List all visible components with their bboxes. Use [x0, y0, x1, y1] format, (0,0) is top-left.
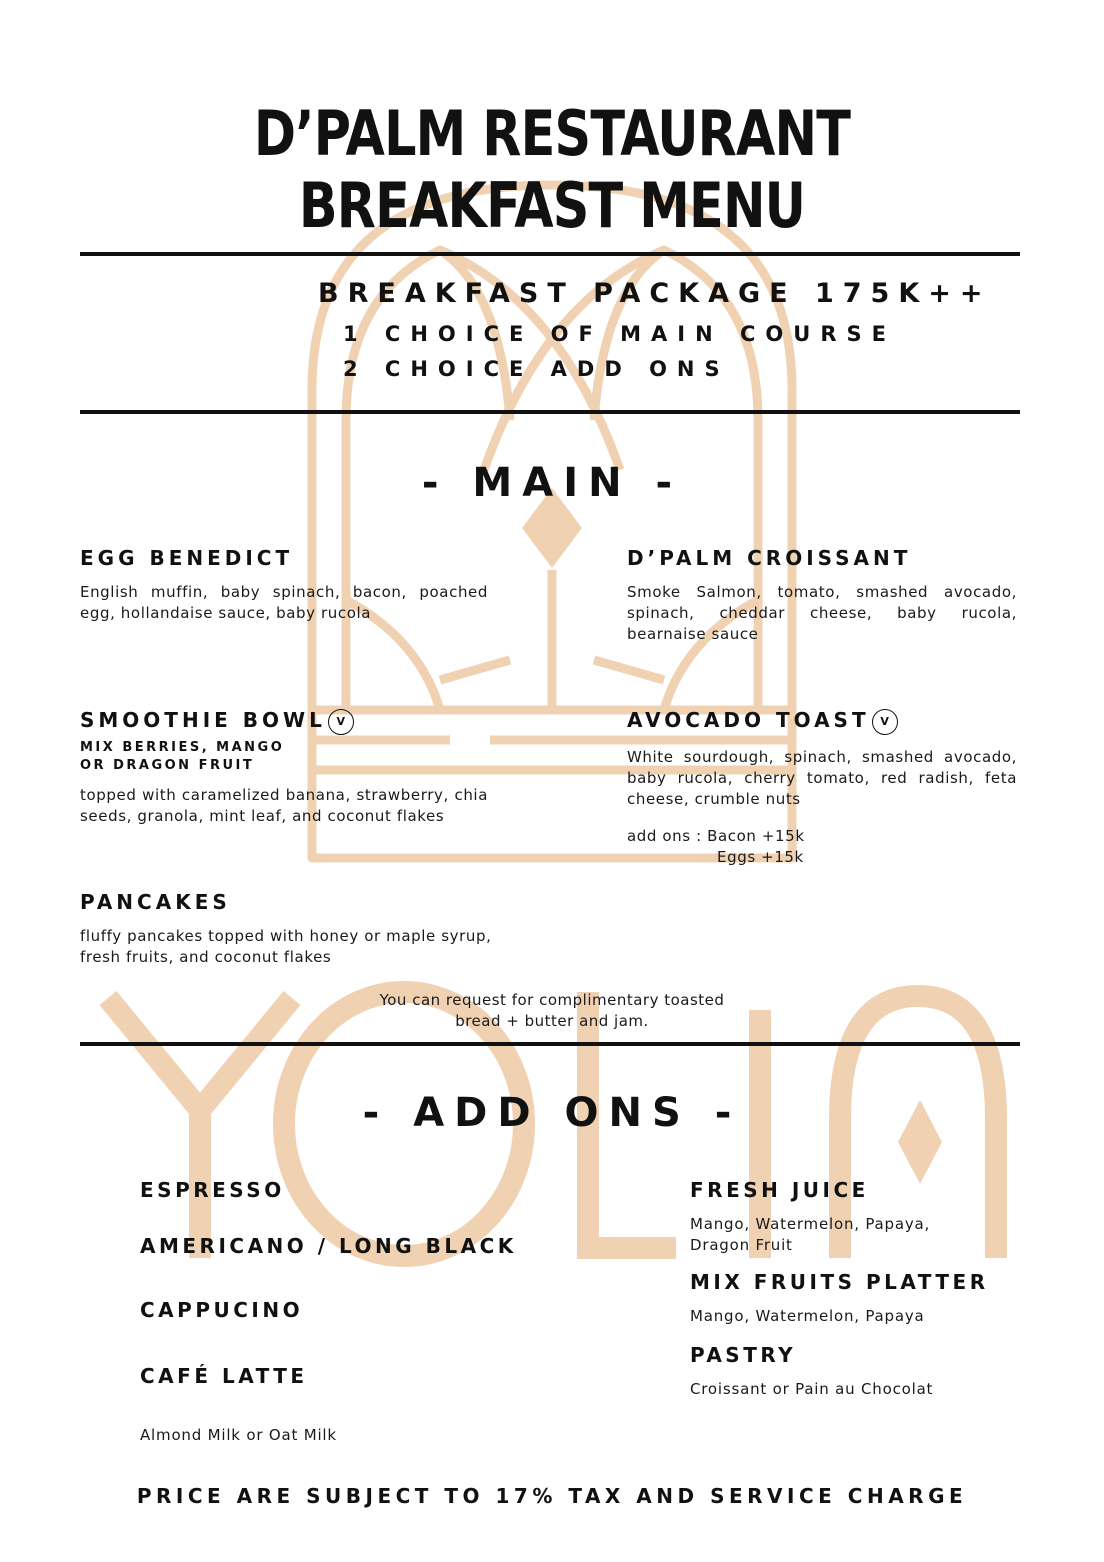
main-section-heading: - MAIN - — [421, 460, 683, 506]
menu-item-pancakes — [80, 890, 500, 968]
item-name: D’PALM CROISSANT — [627, 546, 912, 570]
addon-fresh-juice-desc-line1: Mango, Watermelon, Papaya, — [690, 1215, 931, 1233]
addon-mix-fruits-platter: MIX FRUITS PLATTER — [690, 1270, 989, 1294]
vegetarian-badge-icon: V — [872, 709, 898, 735]
vegetarian-badge-icon: V — [328, 709, 354, 735]
item-name: AVOCADO TOAST — [627, 708, 870, 732]
addon-milk-note: Almond Milk or Oat Milk — [140, 1426, 337, 1444]
addon-cappucino: CAPPUCINO — [140, 1298, 304, 1322]
addon-fresh-juice-desc-line2: Dragon Fruit — [690, 1236, 793, 1254]
item-subtitle-line1: MIX BERRIES, MANGO — [80, 740, 285, 755]
item-description: topped with caramelized banana, strawberry, chia seeds, granola, mint leaf, and coconut flakes — [80, 786, 488, 825]
addon-americano: AMERICANO / LONG BLACK — [140, 1234, 517, 1258]
addon-mix-fruits-platter-desc: Mango, Watermelon, Papaya — [690, 1307, 925, 1325]
page-title-line1: D’PALM RESTAURANT — [253, 97, 851, 170]
item-addons-line1: add ons : Bacon +15k — [627, 827, 805, 845]
item-name-row — [627, 708, 1017, 735]
addon-pastry: PASTRY — [690, 1343, 797, 1367]
item-name: SMOOTHIE BOWL — [80, 708, 326, 732]
addon-cafe-latte: CAFÉ LATTE — [140, 1364, 308, 1388]
addon-pastry-desc: Croissant or Pain au Chocolat — [690, 1380, 934, 1398]
menu-item-dpalm-croissant — [627, 546, 1017, 645]
addon-fresh-juice: FRESH JUICE — [690, 1178, 869, 1202]
note-line2: bread + butter and jam. — [455, 1012, 649, 1030]
addon-espresso: ESPRESSO — [140, 1178, 285, 1202]
note-line1: You can request for complimentary toasted — [379, 991, 725, 1009]
item-description: fluffy pancakes topped with honey or maple syrup, fresh fruits, and coconut flakes — [80, 927, 492, 966]
item-name: EGG BENEDICT — [80, 546, 294, 570]
divider-addons — [80, 1042, 1020, 1046]
item-description: Smoke Salmon, tomato, smashed avocado, spinach, cheddar cheese, baby rucola, bearnaise sauce — [627, 583, 1017, 643]
page-title-line2: BREAKFAST MENU — [298, 169, 806, 242]
divider-top — [80, 252, 1020, 256]
item-description: White sourdough, spinach, smashed avocado, baby rucola, cherry tomato, red radish, feta cheese, crumble nuts — [627, 748, 1017, 808]
package-title: BREAKFAST PACKAGE 175K++ — [318, 278, 992, 309]
complimentary-note — [252, 990, 852, 1032]
footer-tax-note: PRICE ARE SUBJECT TO 17% TAX AND SERVICE CHARGE — [136, 1484, 968, 1508]
item-name: PANCAKES — [80, 890, 231, 914]
item-subtitle-line2: OR DRAGON FRUIT — [80, 758, 255, 773]
menu-item-egg-benedict — [80, 546, 488, 624]
divider-package — [80, 410, 1020, 414]
package-line-addons: 2 CHOICE ADD ONS — [343, 357, 730, 381]
menu-item-avocado-toast — [627, 708, 1017, 868]
menu-item-smoothie-bowl — [80, 708, 488, 827]
addons-section-heading: - ADD ONS - — [362, 1090, 742, 1136]
package-line-main: 1 CHOICE OF MAIN COURSE — [343, 322, 896, 346]
item-description: English muffin, baby spinach, bacon, poached egg, hollandaise sauce, baby rucola — [80, 583, 488, 622]
item-name-row — [80, 708, 488, 735]
item-addons-line2: Eggs +15k — [717, 848, 804, 866]
